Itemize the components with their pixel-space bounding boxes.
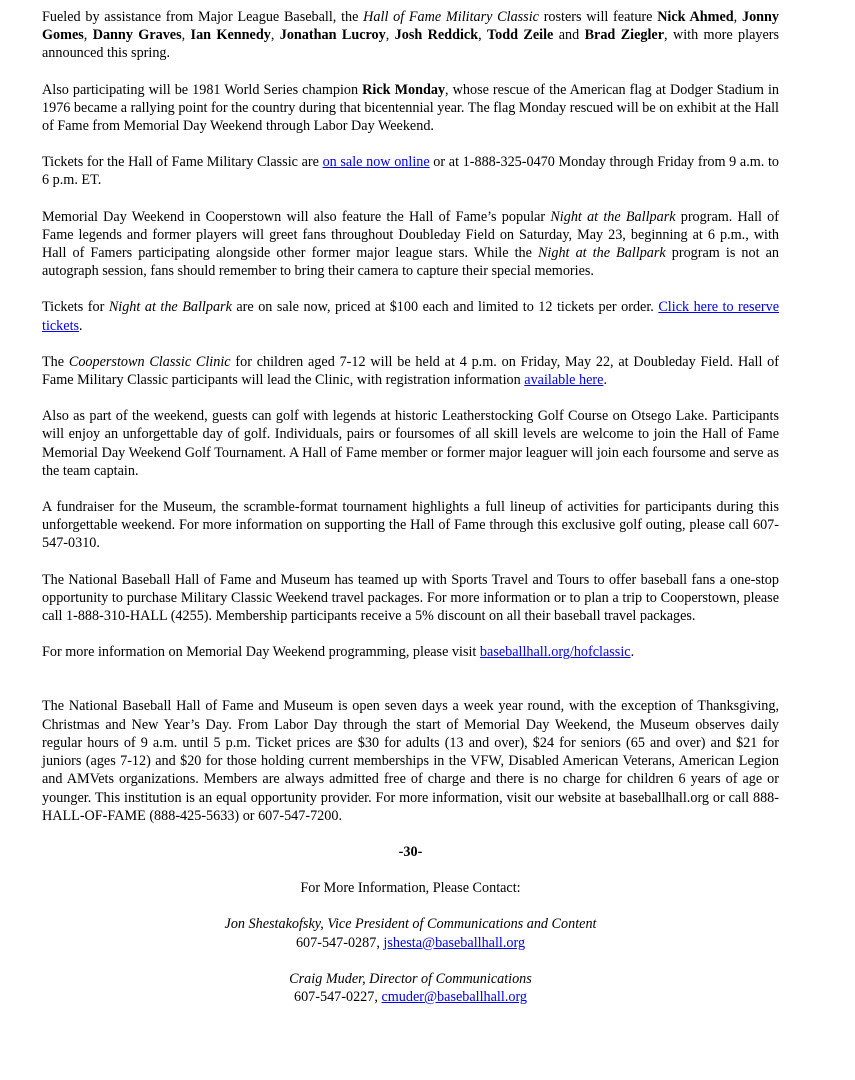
paragraph-clinic: The Cooperstown Classic Clinic for children aged 7-12 will be held at 4 p.m. on Friday, May 22, at Doubleday Field. Hall of Fame Military Classic participants will lead the Clinic, with registration information available here.	[42, 353, 780, 389]
paragraph-tickets: Tickets for the Hall of Fame Military Classic are on sale now online or at 1-888-325-0470 Monday through Friday from 9 a.m. to 6 p.m. ET.	[42, 154, 780, 189]
contact-block	[42, 970, 779, 1006]
contact-phone: 607-547-0287,	[295, 934, 384, 951]
player-name: Ian Kennedy	[190, 27, 271, 44]
contact-block	[42, 915, 779, 951]
player-name: Danny Graves	[92, 27, 182, 44]
contact-email-link[interactable]: cmuder@baseballhall.org	[381, 988, 528, 1005]
event-name: Hall of Fame Military Classic	[363, 9, 539, 25]
reserve-tickets-link[interactable]: Click here to reserve tickets	[42, 299, 779, 334]
clinic-registration-link[interactable]: available here	[524, 372, 604, 389]
paragraph-travel: The National Baseball Hall of Fame and Museum has teamed up with Sports Travel and Tours to offer baseball fans a one-stop opportunity to purchase Military Classic Weekend travel packages. For more information or to plan a trip to Cooperstown, please call 1-888-310-HALL (4255). Membership participants receive a 5% discount on all their baseball travel packages.	[42, 571, 779, 625]
text: , with more players announced this spring.	[42, 27, 780, 62]
player-name: Jonathan Lucroy	[279, 27, 386, 44]
text: Fueled by assistance from Major League Baseball, the	[42, 9, 364, 25]
player-name: Rick Monday	[362, 81, 446, 98]
contact-phone: 607-547-0227,	[293, 988, 382, 1005]
player-name: Todd Zeile	[487, 27, 554, 44]
paragraph-more-info: For more information on Memorial Day Weekend programming, please visit baseballhall.org/hofclassic.	[42, 644, 635, 661]
hofclassic-link[interactable]: baseballhall.org/hofclassic	[479, 644, 631, 661]
paragraph-rick-monday: Also participating will be 1981 World Series champion Rick Monday, whose rescue of the American flag at Dodger Stadium in 1976 became a rallying point for the country during that bicentennial year. The flag Monday rescued will be on exhibit at the Hall of Fame from Memorial Day Weekend through Labor Day Weekend.	[42, 81, 779, 135]
paragraph-fundraiser: A fundraiser for the Museum, the scramble-format tournament highlights a full lineup of activities for participants during this unforgettable weekend. For more information on supporting the Hall of Fame through this exclusive golf outing, please call 607-547-0310.	[42, 499, 779, 552]
contact-heading: For More Information, Please Contact:	[300, 880, 521, 897]
paragraph-ballpark-tickets: Tickets for Night at the Ballpark are on sale now, priced at $100 each and limited to 12 tickets per order. Click here to reserve tickets.	[42, 299, 779, 334]
contact-line	[42, 934, 779, 952]
paragraph-museum-info: The National Baseball Hall of Fame and Museum is open seven days a week year round, with the exception of Thanksgiving, Christmas and New Year’s Day. From Labor Day through the start of Memorial Day Weekend, the Museum observes daily regular hours of 9 a.m. until 5 p.m. Ticket prices are $30 for adults (13 and over), $24 for seniors (65 and over) and $21 for juniors (ages 7-12) and $20 for those holding current memberships in the VFW, Disabled American Veterans, American Legion and AMVets organizations. Members are always admitted free of charge and there is no charge for children 6 years of age or younger. This institution is an equal opportunity provider. For more information, visit our website at baseballhall.org or call 888-HALL-OF-FAME (888-425-5633) or 607-547-7200.	[42, 698, 779, 824]
contact-email-link[interactable]: jshesta@baseballhall.org	[383, 934, 526, 951]
player-name: Nick Ahmed	[657, 9, 734, 25]
contact-line	[42, 988, 779, 1006]
contact-name: Craig Muder, Director of Communications	[289, 970, 532, 987]
end-mark: -30-	[398, 843, 423, 860]
contact-name: Jon Shestakofsky, Vice President of Communications and Content	[224, 916, 597, 933]
player-name: Josh Reddick	[394, 27, 479, 44]
tickets-online-link[interactable]: on sale now online	[322, 154, 430, 171]
player-name: Jonny Gomes	[42, 9, 780, 44]
paragraph-golf: Also as part of the weekend, guests can golf with legends at historic Leatherstocking Golf Course on Otsego Lake. Participants will enjoy an unforgettable day of golf. Individuals, pairs or foursomes of all skill levels are welcome to join the Hall of Fame Memorial Day Weekend Golf Tournament. A Hall of Fame member or former major leaguer will join each foursome and serve as the team captain.	[42, 408, 779, 479]
paragraph-roster: Fueled by assistance from Major League Baseball, the Hall of Fame Military Classic rosters will feature Nick Ahmed, Jonny Gomes, Danny Graves, Ian Kennedy, Jonathan Lucroy, Josh Reddick, Todd Zeile and Brad Ziegler, with more players announced this spring.	[42, 9, 780, 62]
player-name: Brad Ziegler	[584, 27, 665, 44]
paragraph-night-at-ballpark: Memorial Day Weekend in Cooperstown will also feature the Hall of Fame’s popular Night at the Ballpark program. Hall of Fame legends and former players will greet fans throughout Doubleday Field on Saturday, May 23, beginning at 6 p.m., with Hall of Famers participating alongside other former major league stars. While the Night at the Ballpark program is not an autograph session, fans should remember to bring their camera to capture their special memories.	[42, 208, 779, 280]
text: rosters will feature	[538, 9, 658, 25]
